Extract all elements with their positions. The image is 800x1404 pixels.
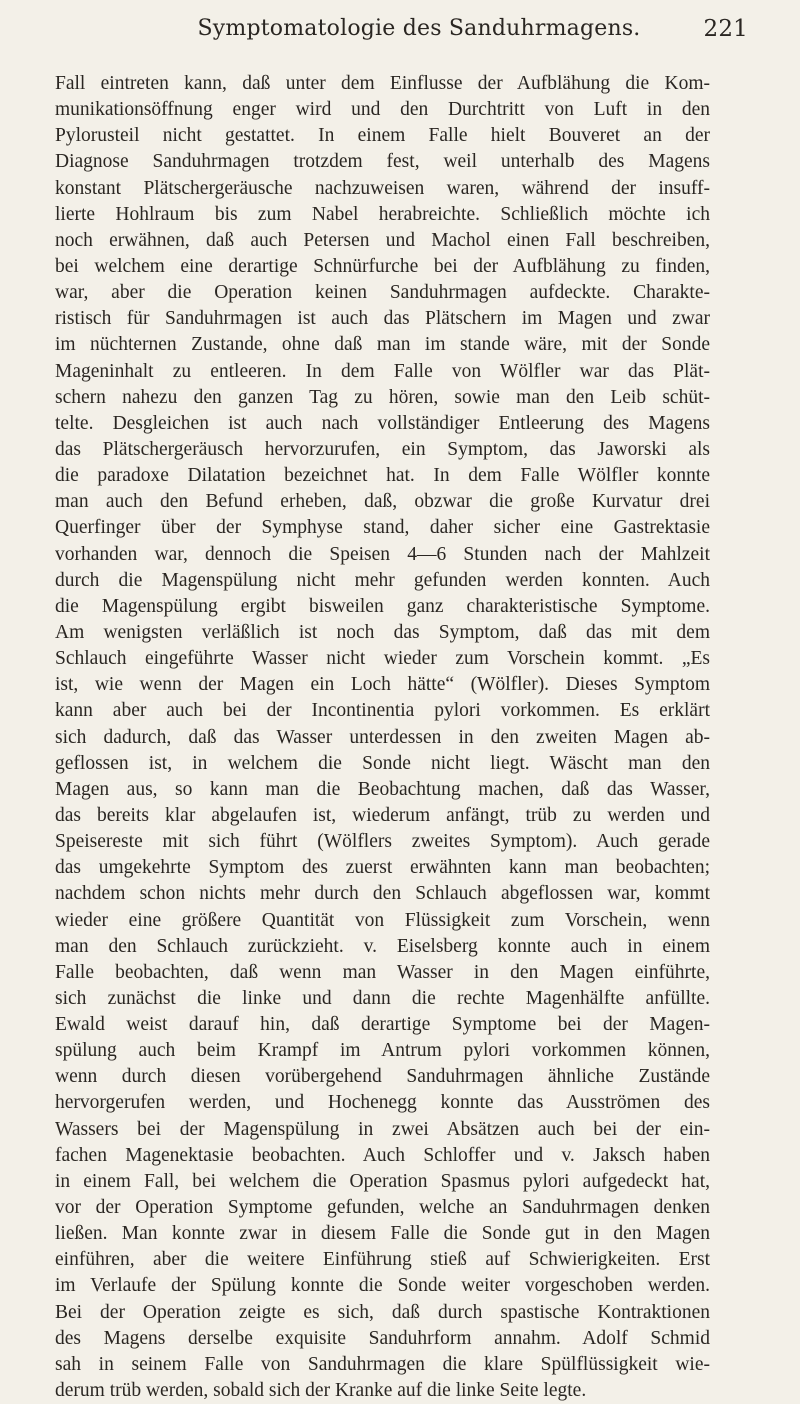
text-line: derum trüb werden, sobald sich der Kranke auf die linke Seite legte. [55,1380,587,1402]
text-line: im nüchternen Zustande, ohne daß man im stande wäre, mit der Sonde [55,334,710,356]
text-line: Ewald weist darauf hin, daß derartige Symptome bei der Magen- [55,1014,710,1036]
text-line: durch die Magenspülung nicht mehr gefunden werden konnten. Auch [55,569,710,591]
text-line: schern nahezu den ganzen Tag zu hören, sowie man den Leib schüt- [55,386,710,408]
text-line: des Magens derselbe exquisite Sanduhrform annahm. Adolf Schmid [55,1327,710,1349]
running-title: Symptomatologie des Sanduhrmagens. [197,16,641,41]
text-line: kann aber auch bei der Incontinentia pylori vorkommen. Es erklärt [55,700,710,722]
text-line: vorhanden war, dennoch die Speisen 4—6 Stunden nach der Mahlzeit [55,543,710,565]
text-line: Speisereste mit sich führt (Wölflers zweites Symptom). Auch gerade [55,831,710,853]
text-line: bei welchem eine derartige Schnürfurche bei der Aufblähung zu finden, [55,255,710,277]
text-line: noch erwähnen, daß auch Petersen und Machol einen Fall beschreiben, [55,229,710,251]
text-line: war, aber die Operation keinen Sanduhrmagen aufdeckte. Charakte- [55,282,710,304]
text-line: man den Schlauch zurückzieht. v. Eiselsberg konnte auch in einem [55,935,710,957]
text-line: ließen. Man konnte zwar in diesem Falle die Sonde gut in den Magen [55,1223,710,1245]
text-line: Wassers bei der Magenspülung in zwei Absätzen auch bei der ein- [55,1118,710,1140]
text-line: Mageninhalt zu entleeren. In dem Falle von Wölfler war das Plät- [55,360,710,382]
text-line: fachen Magenektasie beobachten. Auch Schloffer und v. Jaksch haben [55,1144,710,1166]
body-text [55,71,710,1404]
text-line: Querfinger über der Symphyse stand, daher sicher eine Gastrektasie [55,517,710,539]
text-line: sich zunächst die linke und dann die rechte Magenhälfte anfüllte. [55,987,710,1009]
text-line: im Verlaufe der Spülung konnte die Sonde weiter vorgeschoben werden. [55,1275,710,1297]
text-line: man auch den Befund erheben, daß, obzwar die große Kurvatur drei [55,491,710,513]
text-line: Pylorusteil nicht gestattet. In einem Falle hielt Bouveret an der [55,125,710,147]
text-line: konstant Plätschergeräusche nachzuweisen waren, während der insuff- [55,177,710,199]
text-line: spülung auch beim Krampf im Antrum pylori vorkommen können, [55,1040,710,1062]
text-line: Bei der Operation zeigte es sich, daß durch spastische Kontraktionen [55,1301,710,1323]
text-line: einführen, aber die weitere Einführung stieß auf Schwierigkeiten. Erst [55,1249,710,1271]
text-line: Am wenigsten verläßlich ist noch das Symptom, daß das mit dem [55,621,710,643]
text-line: Diagnose Sanduhrmagen trotzdem fest, weil unterhalb des Magens [55,151,710,173]
text-line: Schlauch eingeführte Wasser nicht wieder zum Vorschein kommt. „Es [55,648,710,670]
text-line: das Plätschergeräusch hervorzurufen, ein Symptom, das Jaworski als [55,438,710,460]
text-line: das umgekehrte Symptom des zuerst erwähnten kann man beobachten; [55,857,710,879]
text-line: in einem Fall, bei welchem die Operation Spasmus pylori aufgedeckt hat, [55,1170,710,1192]
page-number: 221 [703,16,748,42]
text-line: ristisch für Sanduhrmagen ist auch das Plätschern im Magen und zwar [55,308,710,330]
text-line: sich dadurch, daß das Wasser unterdessen in den zweiten Magen ab- [55,726,710,748]
text-line: lierte Hohlraum bis zum Nabel herabreichte. Schließlich möchte ich [55,203,710,225]
text-line: nachdem schon nichts mehr durch den Schlauch abgeflossen war, kommt [55,883,710,905]
text-line: sah in seinem Falle von Sanduhrmagen die klare Spülflüssigkeit wie- [55,1353,710,1375]
text-line: vor der Operation Symptome gefunden, welche an Sanduhrmagen denken [55,1197,710,1219]
text-line: geflossen ist, in welchem die Sonde nicht liegt. Wäscht man den [55,752,710,774]
text-line: wieder eine größere Quantität von Flüssigkeit zum Vorschein, wenn [55,909,710,931]
text-line: munikationsöffnung enger wird und den Durchtritt von Luft in den [55,99,710,121]
text-line: Falle beobachten, daß wenn man Wasser in den Magen einführte, [55,961,710,983]
text-line: ist, wie wenn der Magen ein Loch hätte“ (Wölfler). Dieses Symptom [55,674,710,696]
running-head [90,16,748,52]
text-line: die paradoxe Dilatation bezeichnet hat. In dem Falle Wölfler konnte [55,465,710,487]
text-line: telte. Desgleichen ist auch nach vollständiger Entleerung des Magens [55,412,710,434]
text-line: das bereits klar abgelaufen ist, wiederum anfängt, trüb zu werden und [55,804,710,826]
text-line: wenn durch diesen vorübergehend Sanduhrmagen ähnliche Zustände [55,1066,710,1088]
text-line: Magen aus, so kann man die Beobachtung machen, daß das Wasser, [55,778,710,800]
text-line: Fall eintreten kann, daß unter dem Einflusse der Aufblähung die Kom- [55,73,710,94]
text-line: die Magenspülung ergibt bisweilen ganz charakteristische Symptome. [55,595,710,617]
text-line: hervorgerufen werden, und Hochenegg konnte das Ausströmen des [55,1092,710,1114]
